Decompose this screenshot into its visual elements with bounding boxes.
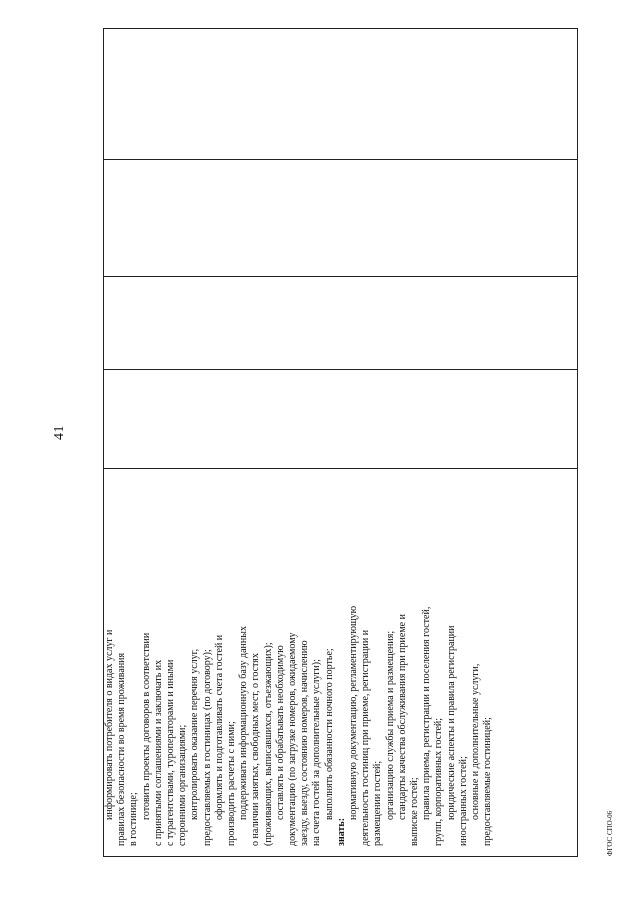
footer-label: ФГОС СПО-06 [606, 810, 614, 856]
text-line: составлять и обрабатывать необходимую [274, 645, 286, 820]
text-line: правила приема, регистрации и поселения гостей, [421, 606, 433, 820]
text-line: выписке гостей; [409, 777, 421, 846]
text-line: готовить проекты договоров в соответствии [140, 632, 152, 820]
text-line: поддерживать информационную базу данных [238, 626, 250, 820]
text-line: групп, корпоративных гостей; [433, 717, 445, 846]
text-line: правилах безопасности во время проживания [116, 652, 128, 846]
page-number: 41 [52, 425, 67, 440]
text-line: документацию (по загрузке номеров, ожидаемому [287, 632, 299, 846]
empty-cell [104, 370, 578, 469]
text-line: с турагентствами, туроператорами и иными [165, 659, 177, 846]
text-line: информировать потребителя о видах услуг и [104, 629, 115, 820]
text-line: предоставляемые гостиницей; [482, 717, 494, 846]
text-line: организацию службы приема и размещения; [384, 630, 396, 820]
text-line: о наличии занятых, свободных мест, о гостях [250, 653, 262, 846]
competency-text [104, 469, 495, 856]
text-line: основные и дополнительные услуги, [470, 663, 482, 820]
text-line: с принятыми соглашениями и заключать их [152, 659, 164, 846]
text-line: стандарты качества обслуживания при приеме и [396, 614, 408, 820]
text-line: в гостинице; [128, 792, 140, 846]
empty-cell [104, 29, 578, 160]
text-line: контролировать оказание перечня услуг, [189, 648, 201, 820]
text-line: заезду, выезду, состоянию номеров, начислению [299, 640, 311, 846]
table-row [104, 29, 578, 857]
text-line: предоставляемых в гостиницах (по договору); [201, 649, 213, 846]
text-line: производить расчеты с ними; [226, 721, 238, 846]
competency-content-cell [104, 469, 578, 857]
text-line: (проживающих, выписавшихся, отъезжающих); [262, 642, 274, 846]
section-heading: знать: [335, 817, 347, 846]
text-line: размещении гостей; [372, 760, 384, 846]
text-line: выполнять обязанности ночного портье; [323, 648, 335, 820]
empty-cell [104, 277, 578, 370]
text-line: иностранных гостей; [457, 756, 469, 846]
text-line: деятельность гостиниц при приеме, регистрации и [360, 629, 372, 846]
text-line: на счета гостей за дополнительные услуги); [311, 659, 323, 846]
empty-cell [104, 160, 578, 277]
text-line: нормативную документацию, регламентирующую [348, 605, 360, 820]
curriculum-table [103, 28, 578, 857]
text-line: сторонними организациями; [177, 724, 189, 846]
text-line: оформлять и подготавливать счета гостей и [213, 634, 225, 820]
text-line: юридические аспекты и правила регистрации [445, 625, 457, 820]
